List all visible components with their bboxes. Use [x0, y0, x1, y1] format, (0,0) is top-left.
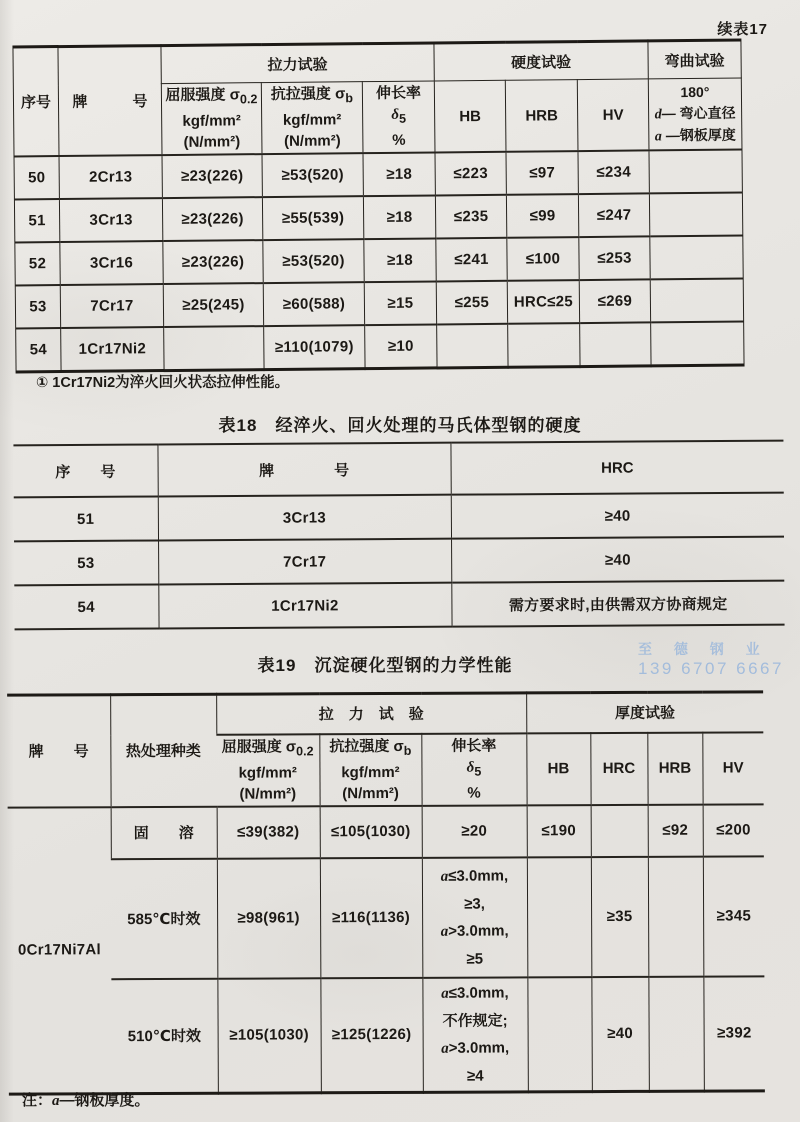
hrb-header: HRB: [647, 732, 702, 804]
table-cell: ≥53(520): [262, 153, 363, 197]
table-cell: ≤100: [507, 237, 579, 281]
table-cell: [648, 856, 704, 976]
table-cell: ≤247: [578, 193, 649, 237]
grade-header: 牌 号: [157, 443, 450, 497]
table-cell: 7Cr17: [60, 284, 163, 328]
table-cell: ≥40: [451, 537, 784, 583]
table-cell: ≥110(1079): [264, 325, 365, 369]
table-cell: ≥105(1030): [217, 978, 320, 1093]
table-cell: 53: [14, 540, 158, 585]
table-cell: ≥18: [363, 152, 435, 196]
watermark-phone: 139 6707 6667: [638, 659, 784, 678]
elongation-header: 伸长率 $\delta_5$ %: [421, 733, 526, 805]
table17-container: [12, 39, 743, 373]
grade-header: 牌 号: [7, 695, 110, 807]
table-cell: 3Cr16: [60, 241, 163, 285]
yield-strength-header: 屈服强度 $\sigma_{0.2}$ kgf/mm² (N/mm²): [216, 734, 319, 806]
table-cell: 需方要求时,由供需双方协商规定: [451, 581, 784, 627]
watermark-company: 至 德 钢 业: [638, 641, 769, 657]
table-cell: [648, 976, 703, 1091]
table-cell: 7Cr17: [158, 539, 451, 585]
hardness-test-group-header: 硬度试验: [434, 41, 648, 81]
table-cell: ≤200: [703, 804, 764, 856]
table-cell: ≥18: [364, 238, 436, 282]
table-cell: ≥60(588): [263, 282, 364, 326]
table-cell: 50: [14, 156, 59, 199]
table19-container: [7, 690, 765, 1095]
table-cell: ≥23(226): [162, 197, 262, 241]
seq-header: 序 号: [13, 444, 157, 497]
table-cell: 54: [14, 584, 158, 629]
table-cell: ≤223: [435, 152, 506, 196]
table17-footnote: ① 1Cr17Ni2为淬火回火状态拉伸性能。: [36, 375, 290, 391]
heat-treatment-cell: 510℃时效: [111, 978, 217, 1093]
bend-detail-header: 180° d— 弯心直径 a —钢板厚度: [648, 78, 742, 150]
table-cell: [650, 235, 743, 279]
table-cell: ≥20: [422, 805, 527, 857]
table19-title: 表19 沉淀硬化型钢的力学性能: [257, 656, 513, 675]
elongation-header: 伸长率 $\delta_5$ %: [362, 81, 435, 153]
table-cell: ≤255: [436, 281, 507, 325]
table-cell: 3Cr13: [59, 198, 162, 242]
table-cell: ≤39(382): [217, 806, 320, 858]
table-cell: ≥15: [364, 281, 436, 325]
table-cell: [164, 326, 264, 370]
table18-title: 表18 经淬火、回火处理的马氏体型钢的硬度: [218, 416, 582, 435]
hb-header: HB: [434, 80, 506, 152]
table-cell: [527, 977, 591, 1092]
table-cell: ≥10: [365, 324, 437, 368]
table-cell: [527, 857, 592, 977]
table-row: [14, 193, 742, 243]
table-cell: ≥35: [591, 856, 649, 976]
table-cell: HRC≤25: [507, 280, 579, 324]
martensitic-hardness-table: [13, 440, 784, 631]
table-cell: ≥98(961): [217, 858, 321, 978]
table-cell: [649, 150, 742, 194]
table-cell: [580, 322, 651, 366]
table-cell: [508, 323, 580, 367]
table-cell: ≥53(520): [263, 239, 364, 283]
tensile-test-group-header: 拉力试验: [161, 43, 434, 84]
table-cell: ≥25(245): [163, 283, 263, 327]
table-row: [8, 976, 765, 1094]
hardness-test-group-header: 厚度试验: [526, 692, 763, 733]
table-cell: ≤190: [527, 805, 591, 857]
hv-header: HV: [577, 79, 649, 151]
hrc-header: HRC: [590, 732, 647, 804]
table18-header-row: [13, 441, 783, 498]
table-cell: ≥125(1226): [320, 977, 422, 1092]
table-cell: 51: [14, 496, 158, 541]
table-row: [14, 493, 784, 542]
table-row: [15, 278, 743, 328]
table-cell: 1Cr17Ni2: [61, 327, 164, 371]
seq-header: 序号: [13, 47, 59, 157]
table18-container: [13, 440, 784, 631]
hv-header: HV: [702, 732, 763, 804]
table-cell: 54: [16, 328, 61, 371]
table19-group-header-row: [7, 692, 763, 735]
table-cell: ≥345: [703, 856, 765, 976]
table-row: [15, 235, 743, 285]
table-cell: [649, 193, 742, 237]
table-cell: [437, 324, 508, 368]
table-row: [14, 581, 784, 630]
table-cell: ≥40: [451, 493, 784, 539]
tensile-test-group-header: 拉 力 试 验: [216, 693, 526, 734]
table-cell: 53: [15, 285, 60, 328]
table-row: [16, 321, 744, 371]
table-cell: 3Cr13: [158, 495, 451, 541]
table-cell: [650, 278, 743, 322]
table-cell: 52: [15, 242, 60, 285]
table-row: [8, 856, 765, 979]
table-row: [14, 537, 784, 586]
heat-treatment-header: 热处理种类: [110, 694, 216, 806]
table-cell: ≥392: [703, 976, 765, 1091]
table-cell: 2Cr13: [59, 155, 162, 199]
table-cell: ≤234: [578, 150, 649, 194]
table-cell: 1Cr17Ni2: [158, 583, 451, 629]
heat-treatment-cell: 固 溶: [111, 806, 217, 858]
hrc-header: HRC: [450, 441, 783, 495]
hb-header: HB: [526, 733, 590, 805]
precipitation-hardening-table: [7, 690, 765, 1095]
tensile-hardness-bend-table: [12, 39, 744, 373]
table-row: [8, 804, 764, 859]
continuation-label: 续表17: [717, 21, 768, 38]
table-cell: ≥18: [363, 195, 435, 239]
tensile-strength-header: 抗拉强度 $\sigma_b$ kgf/mm² (N/mm²): [319, 733, 421, 805]
table-cell: ≤269: [579, 279, 650, 323]
table-cell: ≥23(226): [163, 240, 263, 284]
bend-test-group-header: 弯曲试验: [648, 40, 741, 79]
grade-header: 牌 号: [58, 46, 162, 156]
tensile-strength-header: 抗拉强度 $\sigma_b$ kgf/mm² (N/mm²): [261, 82, 363, 154]
table-cell: ≤92: [648, 804, 703, 856]
elongation-condition-cell: a≤3.0mm, ≥3, a>3.0mm, ≥5: [422, 857, 528, 977]
table-cell: ≥55(539): [262, 196, 363, 240]
yield-strength-header: 屈服强度 $\sigma_{0.2}$ kgf/mm² (N/mm²): [161, 83, 262, 155]
table-cell: ≤99: [506, 194, 578, 238]
grade-cell: 0Cr17Ni7Al: [8, 807, 112, 1094]
table-cell: ≥23(226): [162, 154, 262, 198]
page-footnote: 注：a—钢板厚度。: [22, 1092, 150, 1109]
table-cell: ≥40: [591, 976, 648, 1091]
table-cell: ≤253: [579, 236, 650, 280]
table-cell: ≤241: [436, 238, 507, 282]
table-cell: ≤105(1030): [320, 805, 422, 857]
elongation-condition-cell: a≤3.0mm, 不作规定; a>3.0mm, ≥4: [422, 977, 527, 1092]
table-cell: ≤97: [506, 151, 578, 195]
hrb-header: HRB: [505, 80, 578, 152]
table-cell: 51: [14, 199, 59, 242]
table-row: [14, 150, 742, 200]
table-cell: ≥116(1136): [320, 857, 423, 977]
watermark: [638, 640, 784, 678]
heat-treatment-cell: 585℃时效: [111, 858, 218, 978]
table-cell: [591, 804, 648, 856]
table-cell: ≤235: [435, 195, 506, 239]
table-cell: [651, 321, 744, 365]
